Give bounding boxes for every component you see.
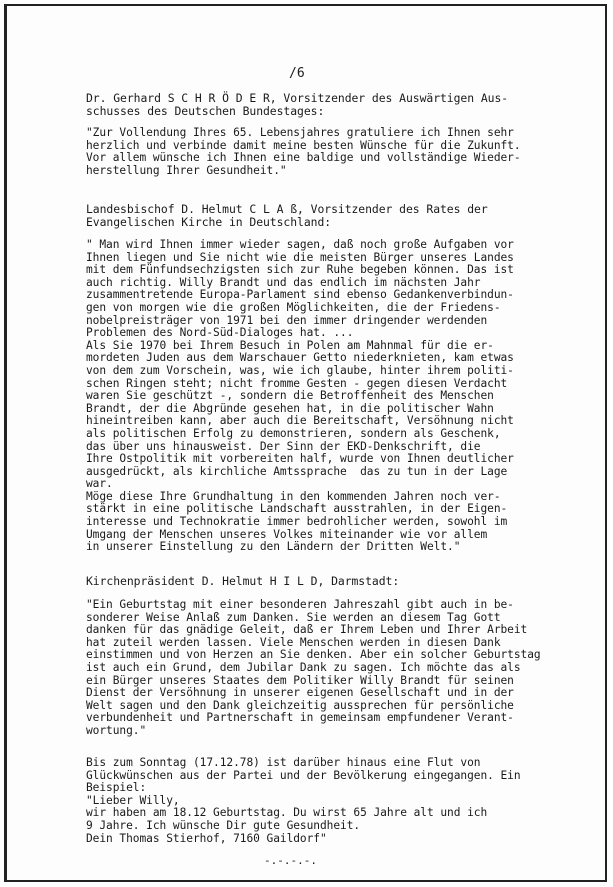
quote-line: Welt sagen und den Dank gleichzeitig aussprechen für persönliche <box>86 698 514 712</box>
closing-line: Dein Thomas Stierhof, 7160 Gaildorf" <box>86 831 327 845</box>
quote-line: schen Ringen steht; nicht fromme Gesten - gegen diesen Verdacht <box>86 376 508 390</box>
heading-line: Evangelischen Kirche in Deutschland: <box>86 214 332 229</box>
quote-line: Umgang der Menschen unseres Volkes miteinander wie vor allem <box>86 527 488 541</box>
quote-line: nobelpreisträger von 1971 bei den immer dringender werdenden <box>86 313 488 327</box>
quote-line: sonderer Weise Anlaß zum Danken. Sie werden an diesem Tag Gott <box>86 610 501 624</box>
end-mark: -.-.-.-. <box>264 854 317 867</box>
closing-line: Beispiel: <box>86 781 147 795</box>
heading-line: Kirchenpräsident D. Helmut H I L D, Darmstadt: <box>86 574 400 588</box>
quote-line: als politischen Erfolg zu demonstrieren, sondern als Geschenk, <box>86 426 501 440</box>
quote-line: hineintreiben kann, aber auch die Bereitschaft, Versöhnung nicht <box>86 414 514 428</box>
section-2-heading <box>86 203 586 228</box>
quote-line: mordeten Juden aus dem Warschauer Getto niederknieten, kam etwas <box>86 351 514 365</box>
quote-line: auch richtig. Willy Brandt und das endlich im nächsten Jahr <box>86 275 481 289</box>
page-number: /6 <box>289 66 305 81</box>
quote-line: von dem zum Vorschein, was, wie ich glaube, hinter ihrem politi- <box>86 363 514 377</box>
closing-line: 9 Jahre. Ich wünsche Dir gute Gesundheit. <box>86 818 361 832</box>
quote-line: ein Bürger unseres Staates dem Politiker Willy Brandt für seinen <box>86 673 514 687</box>
closing-line: Glückwünschen aus der Partei und der Bevölkerung eingegangen. Ein <box>86 768 521 782</box>
quote-line: verbundenheit und Partnerschaft in gemeinsam empfundener Verant- <box>86 711 514 725</box>
quote-line: hat zuteil werden lassen. Viele Menschen werden in diesen Dank <box>86 635 501 649</box>
quote-line: in unserer Einstellung zu den Ländern der Dritten Welt." <box>86 540 461 554</box>
quote-line: Möge diese Ihre Grundhaltung in den kommenden Jahren noch ver- <box>86 489 501 503</box>
quote-line: das über uns hinausweist. Der Sinn der EKD-Denkschrift, die <box>86 439 481 453</box>
quote-line: Brandt, der die Abgründe gesehen hat, in die politischer Wahn <box>86 401 494 415</box>
quote-line: wortung." <box>86 723 147 737</box>
quote-line: war. <box>86 477 113 491</box>
heading-line: Landesbischof D. Helmut C L A ß, Vorsitzender des Rates der <box>86 202 488 216</box>
heading-line: Dr. Gerhard S C H R Ö D E R, Vorsitzender des Auswärtigen Aus- <box>86 91 509 105</box>
section-1-heading <box>86 92 586 117</box>
section-3-quote <box>86 599 586 738</box>
quote-line: ist auch ein Grund, dem Jubilar Dank zu sagen. Ich möchte das als <box>86 660 521 674</box>
closing-line: wir haben am 18.12 Geburtstag. Du wirst 65 Jahre alt und ich <box>86 806 488 820</box>
quote-line: " Man wird Ihnen immer wieder sagen, daß noch große Aufgaben vor <box>86 238 514 251</box>
quote-line: mit dem Fünfundsechzigsten sich zur Ruhe begeben können. Das ist <box>86 263 514 277</box>
closing-paragraph <box>86 757 586 845</box>
quote-line: zusammentretende Europa-Parlament sind ebenso Gedankenverbindun- <box>86 288 514 302</box>
quote-line: ausgedrückt, als kirchliche Amtssprache das zu tun in der Lage <box>86 464 508 478</box>
closing-line: Bis zum Sonntag (17.12.78) ist darüber hinaus eine Flut von <box>86 756 481 769</box>
quote-line: Dienst der Versöhnung in unserer eigenen Gesellschaft und in der <box>86 686 514 700</box>
quote-line: herzlich und verbinde damit meine besten Wünsche für die Zukunft. <box>86 138 521 152</box>
quote-line: interesse und Technokratie immer bedrohlicher werden, sowohl im <box>86 515 508 529</box>
quote-line: Vor allem wünsche ich Ihnen eine baldige und vollständige Wieder- <box>86 151 521 165</box>
quote-line: "Ein Geburtstag mit einer besonderen Jahreszahl gibt auch in be- <box>86 598 514 611</box>
quote-line: "Zur Vollendung Ihres 65. Lebensjahres gratuliere ich Ihnen sehr <box>86 126 514 139</box>
quote-line: herstellung Ihrer Gesundheit." <box>86 163 287 177</box>
quote-line: waren Sie geschützt -, sondern die Betroffenheit des Menschen <box>86 389 494 403</box>
quote-line: Als Sie 1970 bei Ihrem Besuch in Polen am Mahnmal für die er- <box>86 338 494 352</box>
quote-line: gen von morgen wie die großen Möglichkeiten, die der Friedens- <box>86 300 501 314</box>
section-3-heading <box>86 575 586 588</box>
quote-line: Problemen des Nord-Süd-Dialoges hat. ... <box>86 326 354 340</box>
section-1-quote <box>86 127 586 177</box>
quote-line: Ihre Ostpolitik mit vorbereiten half, wurde von Ihnen deutlicher <box>86 452 514 466</box>
quote-line: Ihnen liegen und Sie nicht wie die meisten Bürger unseres Landes <box>86 250 514 264</box>
quote-line: einstimmen und von Herzen an Sie denken. Aber ein solcher Geburtstag <box>86 648 541 662</box>
closing-line: "Lieber Willy, <box>86 793 180 807</box>
section-2-quote <box>86 239 586 554</box>
quote-line: danken für das gnädige Geleit, daß er Ihrem Leben und Ihrer Arbeit <box>86 623 528 637</box>
quote-line: stärkt in eine politische Landschaft ausstrahlen, in der Eigen- <box>86 502 508 516</box>
heading-line: schusses des Deutschen Bundestages: <box>86 103 325 118</box>
